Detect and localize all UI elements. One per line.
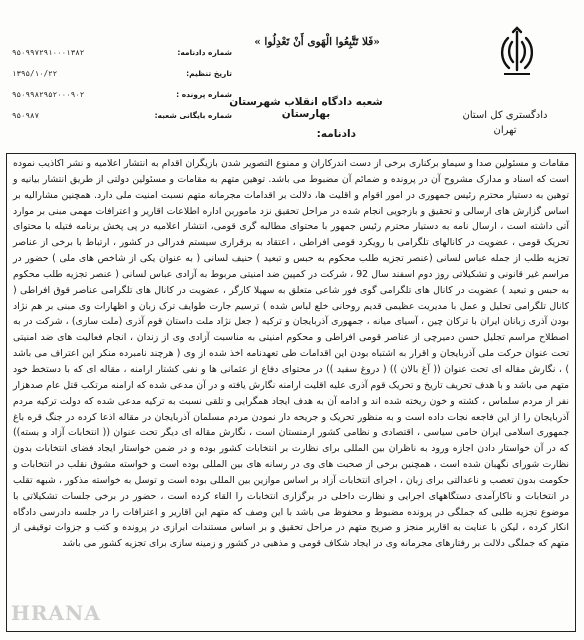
meta-row-case-number	[12, 84, 232, 105]
meta-row-verdict-number	[12, 42, 232, 63]
verdict-body	[6, 153, 576, 632]
meta-label: تاریخ تنظیم:	[186, 69, 232, 78]
verdict-title: دادنامه:	[316, 128, 356, 140]
iran-emblem-icon	[494, 26, 540, 82]
meta-value: ۹۵۰۹۹۷۲۹۱۰۰۰۱۳۸۲	[12, 48, 85, 57]
case-metadata	[12, 42, 232, 126]
quran-verse: «فَلا تَتَّبِعُوا الْهَوى أَنْ تَعْدِلُوا »	[254, 36, 380, 48]
department-line-2: تهران	[493, 125, 517, 136]
meta-row-archive-number	[12, 105, 232, 126]
department-name	[450, 108, 560, 138]
department-line-1: دادگستری کل استان	[462, 110, 548, 121]
meta-label: شماره پرونده :	[176, 90, 232, 99]
verdict-text: مقامات و مسئولین صدا و سیماو برکناری برخی از دست اندرکاران و ممنوع التصویر شدن بازیگران اقدام به انتشار اعلامیه و نشر اکاذیب نموده است که اسناد و مدارک مشروح آن در پرونده و ضمائم آن مضبوط می باشد. توهین متهم به مقامات و مسئولین دولتی از طریق انتشار بیانیه و توهین به دستیار محترم رئیس جمهوری در امور اقوام و اقلیت ها، دلالت بر اقدامات مجرمانه متهم نسبت امنیت ملی دارد. همچنین مشارالیه بر اساس گزارش های ارسالی و تحقیق و بازجویی انجام شده در مراحل تحقیق نزد ماموربن اداره اطلاعات اقاریر و اعترافات مهمی مبنی بر موارد آتی داشته است ، ارسال نامه به دستیار محترم رئیس جمهور با محتوای مطالبه گری قومی، انتشار اعلامیه در پی پخش برنامه فتیله با محتوای تحریک قومی ، عضویت در کانالهای تلگرامی با رویکرد قومی افراطی ، اعتقاد به برقراری سیستم فدرالی در کشور ، ارتباط با برخی از عناصر تجزیه طلب از جمله عباس لسانی (عنصر تجزیه طلب محکوم به حبس و تبعید ) حنیف لسانی ( به عنوان یکی از شاخص های ملی ) حضور در مراسم غیر قانونی و تشکیلاتی روز دوم اسفند سال 92 ، شرکت در کمپین ضد امنیتی مربوط به آزادی عباس لسانی ( عنصر تجزیه طلب محکوم به حبس و تبعید ) عضویت در کانال های تلگرامی گوی فور شاعی متعلق به سهیلا کارگر ، عضویت در کانال های تلگرامی عناصر قوق افراطی ( کانال تلگرامی تحلیل و عمل با مدیریت عظیمی قدیم روحانی خلع لباس شده ) ترسیم جارت طوایف ترک زبان و اظهارات وی مبنی بر هم نژاد بودن آذری زبانان ایران با ترکان چین ، آسیای میانه ، جمهوری آذربایجان و ترکیه ( جعل نژاد ملت داستان قوم آذری (ملت سازی) ، شرکت در به اصطلاح مراسم تجلیل حسن دمیرچی از عناصر قومی افراطی و محکوم امنیتی به مناسبت آزادی وی از زندان ، انجام فعالیت های ضد امنیتی تحت عنوان حرکت ملی آذربایجان و اقرار به اشتباه بودن این اقدامات طی تعهدنامه اخذ شده از وی ( هرچند نامبرده منکر این اعتراف می باشد ) ، نگارش مقاله ای تحت عنوان (( آغ بالان )) ( دروغ سفید )) در محتوای دفاع از عثمانی ها و نفی کشتار ارامنه ، مقاله ای که با دستخط خود متهم می باشد و با هدف تحریف تاریخ و تحریک قوم آذری علیه اقلیت ارامنه نگارش یافته و در آن مدعی شده که ارامنه مرتکب قتل عام صدهزار نفر از مردم سلماس ، کشته و خون ریخته شده اند و ادامه آن به هدف ایجاد همگرایی و تلقی نسبت به ترکیه مدعی شده که دولت ترکیه مردم آذربایجان را از این فاجعه نجات داده است و به منظور تحریک و جریحه دار نمودن مردم مسلمان آذربایجان در مقاله اذعا کرده در جنگ قره باغ جمهوری اسلامی ایران حامی سیاسی ، اقتصادی و نظامی کشور ارمنستان است ، نگارش مقاله ای دیگر تحت عنوان (( انتخابات آزاد و بسته)) که در آن خواستار دادن اجازه ورود به ناظران بین المللی برای نظارت بر انتخابات کشور بوده و در ضمن خواستار ایجاد فضای انتخابات بدون نظارت شورای نگهبان شده است ، همچنین برخی از صحبت های وی در رسانه های بین المللی بوده است و خواسته مشوق نقلب در انتخابات و حکومت بدون تعصب و ناعدالتی برای زبان ، اجرای انتخابات آزاد بر اساس موازین بین المللی بوده است و توسل به خواسته مذکور ، شبهه تقلب در انتخابات و ناکارآمدی دستگاههای اجرایی و نظارت داخلی در برگزاری انتخابات را القاء کرده است ، حضور در برخی جلسات تشکیلاتی با موضوع تجزیه طلبی که جملگی در پرونده مضبوط و محفوظ می باشد با این وصف که متهم این اقاریر و اعترافات را در جلسه دادرسی دادگاه انکار کرده ، لیکن با عنایت به اقاریر منجز و صریح متهم در مراحل تحقیق و بر اساس مستندات ابرازی در پرونده و کتب و جزوات توقیفی از متهم که جملگی دلالت بر رفتارهای مجرمانه وی در ایجاد شکاف قومی و مذهبی در کشور و زمینه سازی برای تجزیه کشور می باشد	[13, 158, 569, 550]
verdict-page	[6, 6, 578, 634]
meta-label: شماره دادنامه:	[177, 48, 232, 57]
meta-label: شماره بایگانی شعبه:	[154, 111, 232, 120]
meta-value: ۱۳۹۵/۱۰/۲۲	[12, 69, 58, 78]
court-name: شعبه دادگاه انقلاب شهرستان بهارستان	[229, 96, 383, 120]
meta-row-date	[12, 63, 232, 84]
meta-value: ۹۵۰۹۸۷	[12, 111, 40, 120]
meta-value: ۹۵۰۹۹۸۲۹۵۲۰۰۰۹۰۲	[12, 90, 85, 99]
document-header	[6, 6, 578, 144]
watermark-logo: HRANA	[11, 601, 101, 625]
